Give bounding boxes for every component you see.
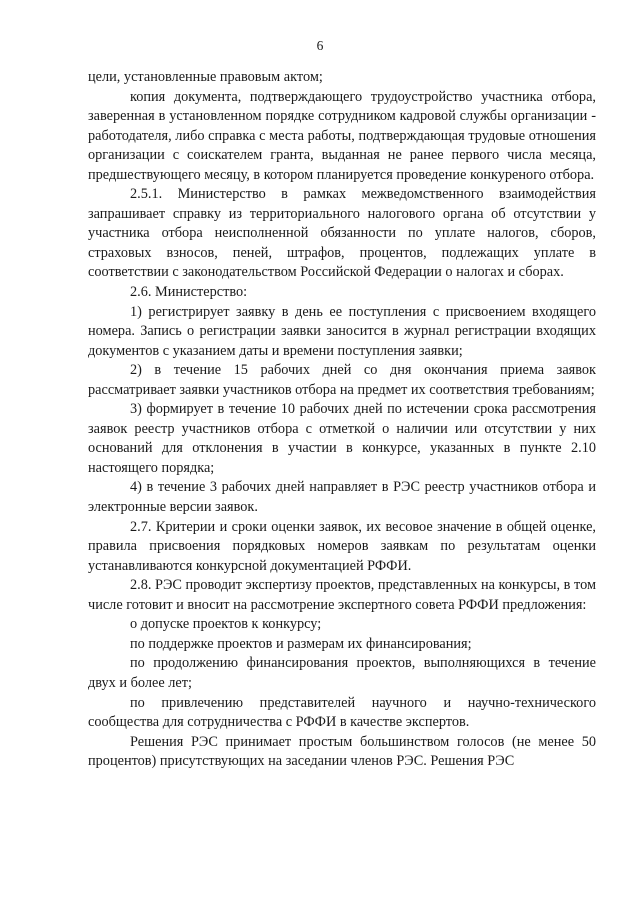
paragraph: 1) регистрирует заявку в день ее поступления с присвоением входящего номера. Запись о регистрации заявки заносится в журнал регистрации входящих документов с указанием даты и времени поступления заявки; [88, 303, 596, 359]
paragraph: по продолжению финансирования проектов, выполняющихся в течение двух и более лет; [88, 655, 596, 691]
paragraph: Решения РЭС принимает простым большинством голосов (не менее 50 процентов) присутствующих на заседании членов РЭС. Решения РЭС [88, 733, 596, 770]
paragraph: копия документа, подтверждающего трудоустройство участника отбора, заверенная в установленном порядке сотрудником кадровой службы организации - работодателя, либо справка с места работы, подтверждающая трудовые отношения организации с соискателем гранта, выданная не ранее первого числа месяца, предшествующего месяцу, в котором планируется проведение конкуреного отбора. [88, 88, 596, 183]
paragraph: 2.6. Министерство: [130, 284, 248, 301]
paragraph: 2.7. Критерии и сроки оценки заявок, их весовое значение в общей оценке, правила присвоения порядковых номеров заявкам по результатам оценки устанавливаются конкурсной документацией РФФИ. [88, 518, 596, 574]
paragraph: 3) формирует в течение 10 рабочих дней по истечении срока рассмотрения заявок реестр участников отбора с отметкой о наличии или отсутствии у них оснований для отклонения в участии в конкурсе, указанных в пункте 2.10 настоящего порядка; [88, 401, 596, 476]
paragraph: 2) в течение 15 рабочих дней со дня окончания приема заявок рассматривает заявки участников отбора на предмет их соответствия требованиям; [88, 362, 596, 398]
paragraph: о допуске проектов к конкурсу; [130, 616, 322, 633]
paragraph: по поддержке проектов и размерам их финансирования; [130, 635, 472, 652]
paragraph: 4) в течение 3 рабочих дней направляет в РЭС реестр участников отбора и электронные версии заявок. [88, 479, 596, 516]
paragraph: цели, установленные правовым актом; [88, 69, 323, 85]
page-number: 6 [316, 38, 324, 53]
paragraph: по привлечению представителей научного и научно-технического сообщества для сотрудничества с РФФИ в качестве экспертов. [88, 694, 596, 731]
paragraph: 2.5.1. Министерство в рамках межведомственного взаимодействия запрашивает справку из территориального налогового органа об отсутствии у участника отбора неисполненной обязанности по уплате налогов, сборов, страховых взносов, пеней, штрафов, процентов, подлежащих уплате в соответствии с законодательством Российской Федерации о налогах и сборах. [88, 186, 596, 281]
paragraph: 2.8. РЭС проводит экспертизу проектов, представленных на конкурсы, в том числе готовит и вносит на рассмотрение экспертного совета РФФИ предложения: [88, 577, 596, 613]
document-body [88, 68, 596, 772]
